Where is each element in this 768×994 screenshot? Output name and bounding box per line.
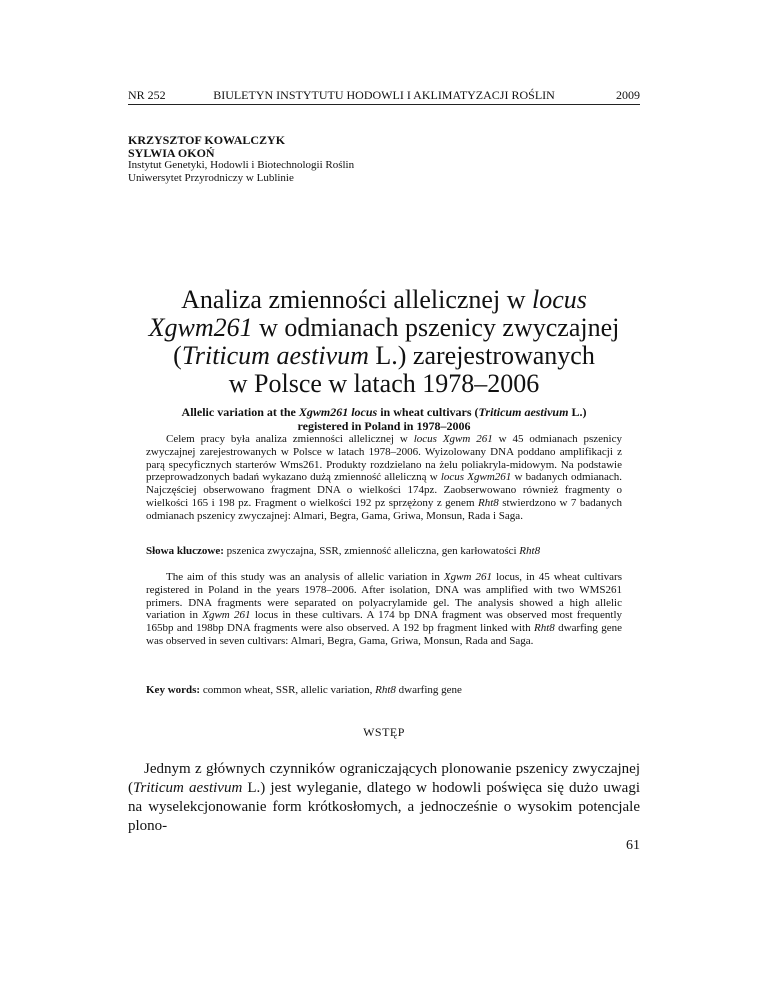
abstract-text: locus, in 45 wheat cultivars registered in Poland in the years 1978–2006. After isolation, DNA was amplified with two WMS261 primers. DNA fragments were separated on polyacrylamide gel. The analysis showed a high allelic variation in <box>146 571 623 622</box>
author-name: KRZYSZTOF KOWALCZYK <box>128 133 286 147</box>
title-text-italic: Xgwm261 <box>148 313 253 342</box>
title-text: ( <box>173 341 182 370</box>
english-title-italic: Xgwm261 locus <box>298 405 378 419</box>
title-text-italic: Triticum aestivum <box>181 341 369 370</box>
affiliation-line: Instytut Genetyki, Hodowli i Biotechnologii Roślin <box>128 159 355 171</box>
body-text: Jednym z głównych czynników ograniczających plonowanie pszenicy zwyczajnej ( <box>128 761 640 796</box>
abstract-italic: Rht8 <box>477 496 499 509</box>
keywords-text: common wheat, SSR, allelic variation, <box>200 684 376 696</box>
title-text: w odmianach pszenicy zwyczajnej <box>252 313 620 342</box>
keywords-polish <box>146 545 622 558</box>
english-title-text: L.) <box>568 405 587 419</box>
english-title-text: in wheat cultivars ( <box>377 405 479 419</box>
author-name: SYLWIA OKOŃ <box>128 145 215 160</box>
journal-name: BIULETYN INSTYTUTU HODOWLI I AKLIMATYZACJI ROŚLIN <box>213 88 555 102</box>
keywords-italic: Rht8 <box>519 545 541 557</box>
abstract-polish <box>146 433 622 523</box>
keywords-label: Key words: <box>146 684 201 696</box>
english-title-text: Allelic variation at the <box>181 405 299 419</box>
keywords-italic: Rht8 <box>375 684 396 696</box>
abstract-text: dwarfing gene was observed in seven cultivars: Almari, Begra, Gama, Griwa, Monsun, Rada and Saga. <box>146 622 623 647</box>
abstract-text: w 45 odmianach pszenicy zwyczajnej zarejestrowanych w Polsce w latach 1978–2006. Wyizolowany DNA poddano amplifikacji z parą specyficznych starterów Wms261. Produkty rozdzielano na żelu poliakryla-midowym. Na podstawie przeprowadzonych badań wykazano dużą zmienność alleliczną w <box>146 433 622 484</box>
abstract-text: locus in these cultivars. A 174 bp DNA fragment was observed most frequently 165bp and 198bp DNA fragments were also observed. A 192 bp fragment linked with <box>146 609 623 635</box>
abstract-text: The aim of this study was an analysis of allelic variation in <box>166 571 444 583</box>
body-text: L.) jest wyleganie, dlatego w hodowli poświęca się dużo uwagi na wyselekcjonowanie form krótkosłomych, a jednocześnie o wysokim potencjale plono- <box>128 780 640 834</box>
abstract-italic: locus Xgwm 261 <box>413 433 493 445</box>
english-title <box>128 405 640 433</box>
abstract-italic: Rht8 <box>533 622 555 635</box>
issue-number: NR 252 <box>128 88 166 102</box>
paper-title <box>128 286 640 398</box>
page-number: 61 <box>626 838 640 853</box>
keywords-english <box>146 684 622 697</box>
title-text-italic: locus <box>531 285 587 314</box>
affiliation-line: Uniwersytet Przyrodniczy w Lublinie <box>128 171 294 184</box>
title-text: Analiza zmienności allelicznej w <box>181 285 532 314</box>
body-italic: Triticum aestivum <box>133 780 243 796</box>
author-block <box>128 134 354 184</box>
title-text: L.) zarejestrowanych <box>368 341 595 370</box>
abstract-italic: Xgwm 261 <box>443 571 492 583</box>
english-title-text: registered in Poland in 1978–2006 <box>297 419 471 433</box>
abstract-text: w badanych odmianach. Najczęściej obserwowano fragment DNA o wielkości 174pz. Zaobserwowano również fragmenty o wielkości 165 i 198 pz. Fragment o wielkości 192 pz sprzężony z genem <box>146 471 622 509</box>
abstract-italic: locus Xgwm261 <box>440 471 512 484</box>
abstract-text: Celem pracy była analiza zmienności allelicznej w <box>166 433 414 445</box>
keywords-text: pszenica zwyczajna, SSR, zmienność alleliczna, gen karłowatości <box>223 545 520 557</box>
abstract-text: stwierdzono w 7 badanych odmianach pszenicy zwyczajnej: Almari, Begra, Gama, Griwa, Monsun, Rada i Saga. <box>146 496 622 522</box>
keywords-label: Słowa kluczowe: <box>146 545 224 557</box>
abstract-english <box>146 571 622 648</box>
issue-year: 2009 <box>616 88 640 102</box>
english-title-italic: Triticum aestivum <box>478 405 569 419</box>
keywords-text: dwarfing gene <box>395 684 462 696</box>
title-text: w Polsce w latach 1978–2006 <box>228 369 540 398</box>
abstract-italic: Xgwm 261 <box>202 609 251 622</box>
section-heading: WSTĘP <box>363 725 405 739</box>
body-paragraph <box>128 760 640 836</box>
running-header <box>128 86 640 105</box>
